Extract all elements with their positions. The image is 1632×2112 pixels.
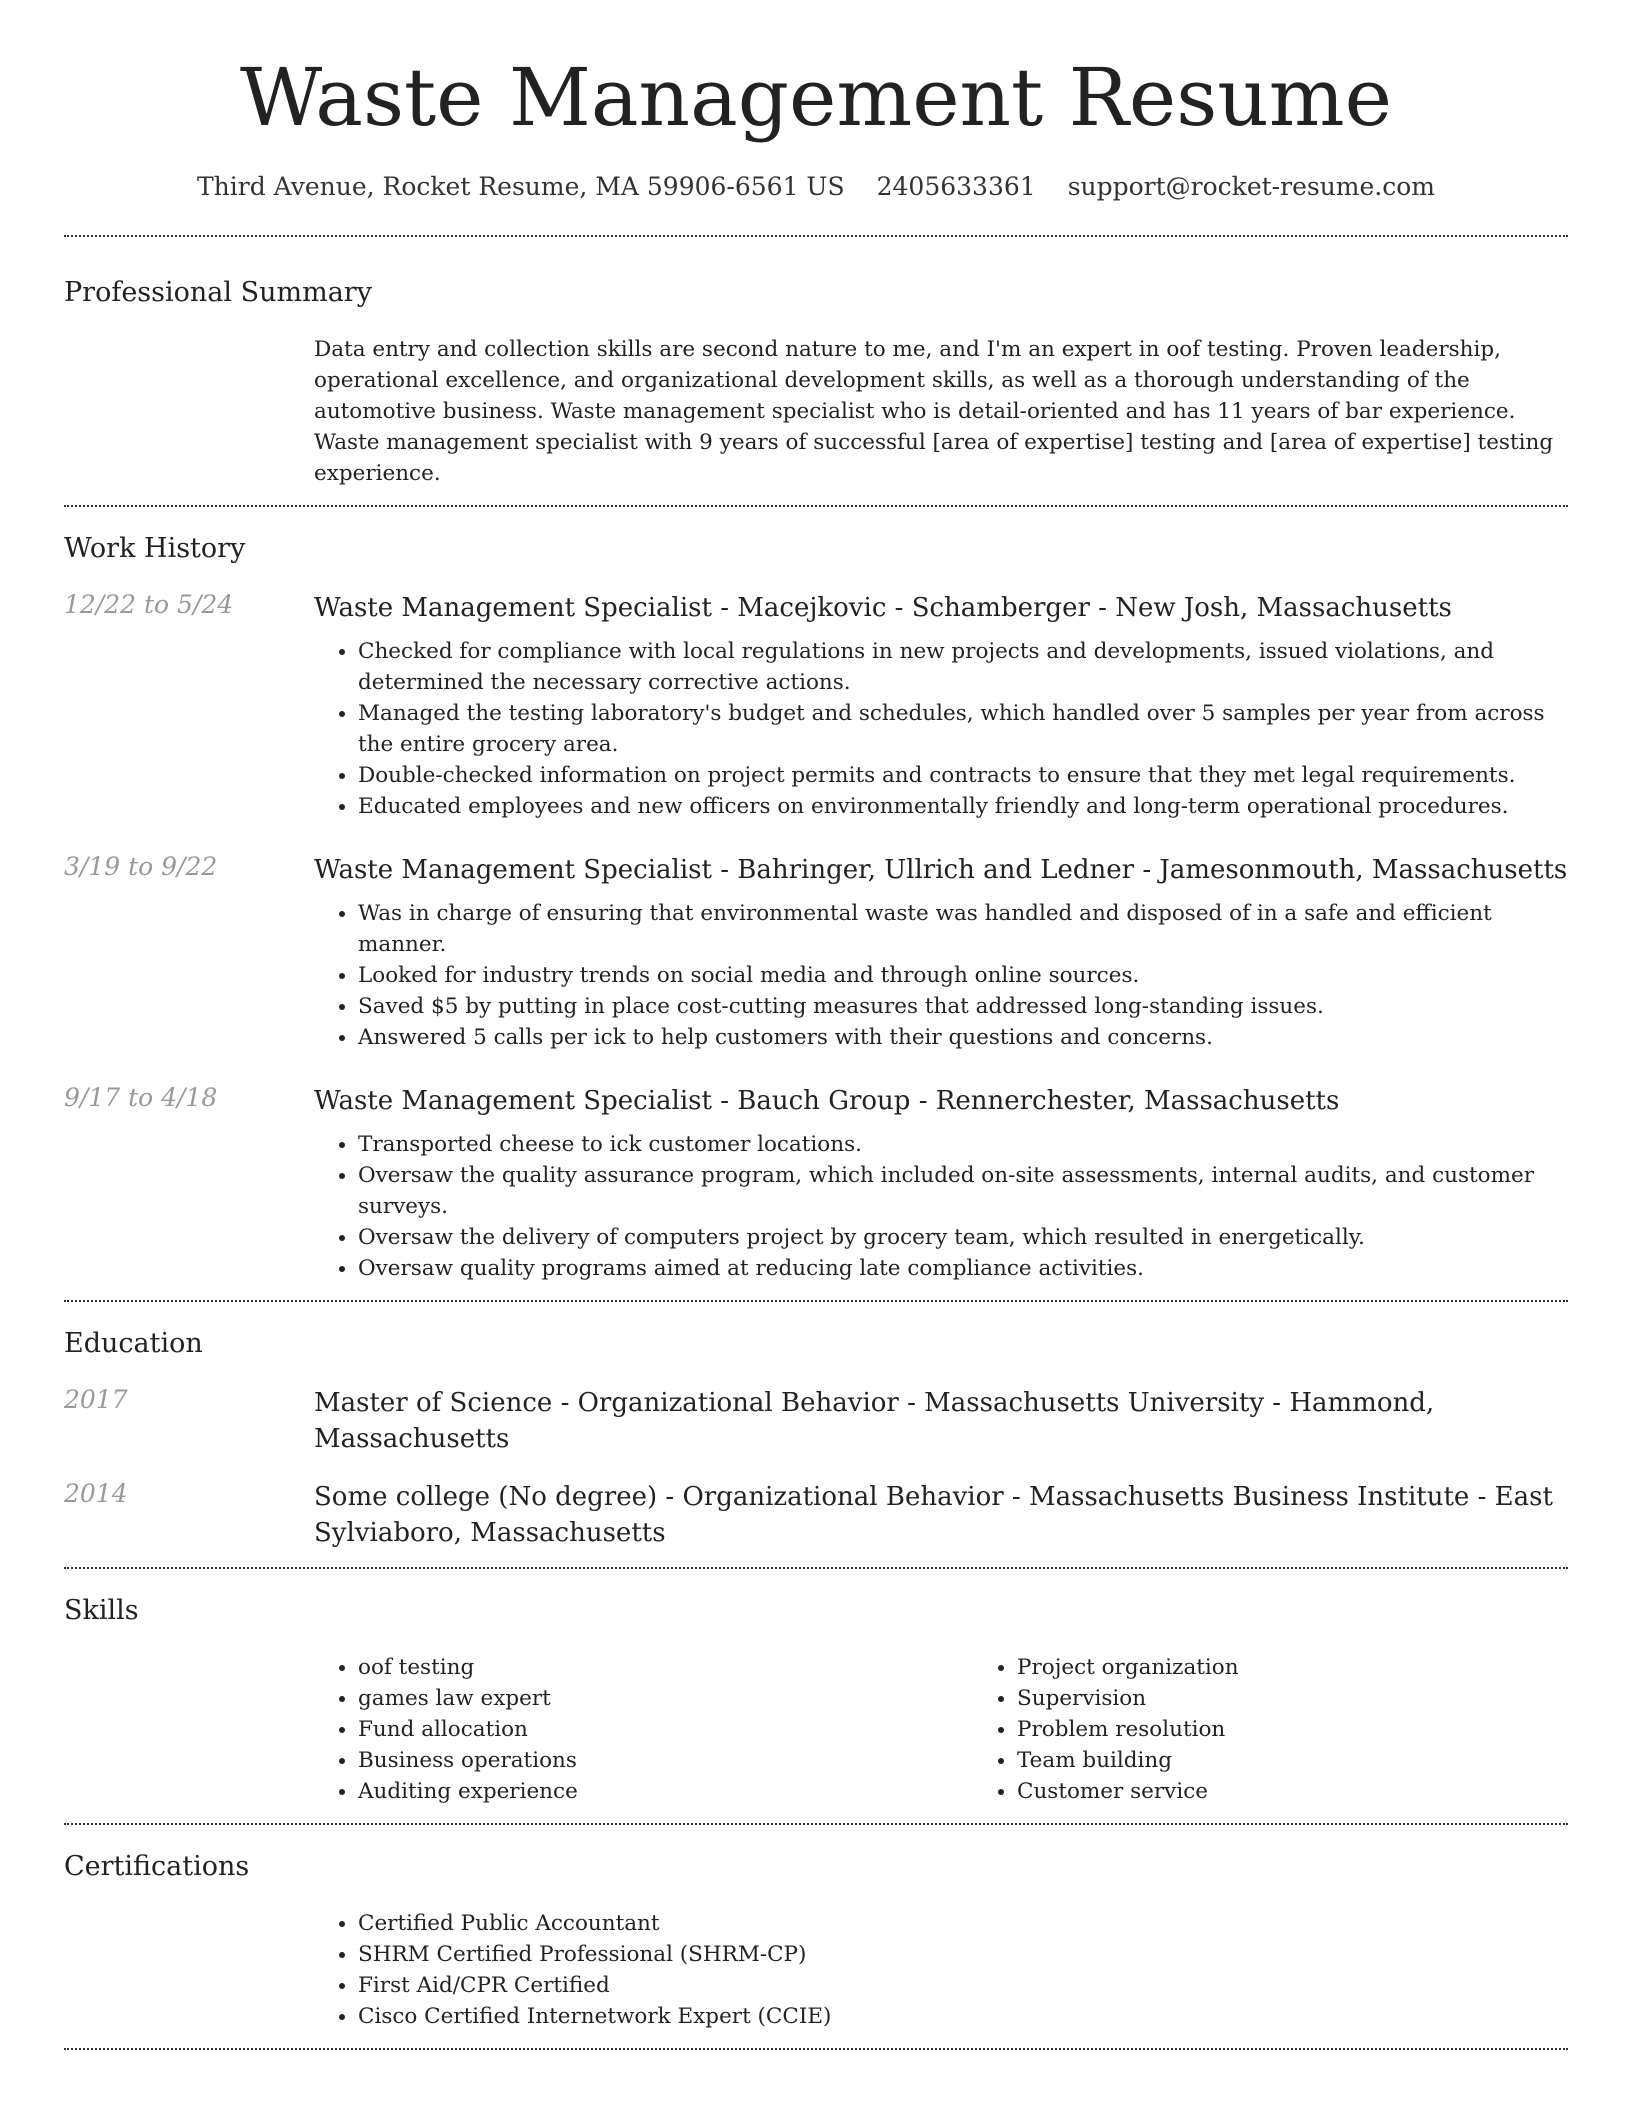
education-detail: Master of Science - Organizational Behavior - Massachusetts University - Hammond, Massachusetts <box>314 1388 1435 1454</box>
job-dates: 9/17 to 4/18 <box>64 1083 218 1112</box>
job-title <box>314 590 1568 626</box>
list-item: • Managed the testing laboratory's budget and schedules, which handled over 5 samples per year from across the entire grocery area. <box>358 698 1568 760</box>
list-item: • Saved $5 by putting in place cost-cutting measures that addressed long-standing issues. <box>358 991 1568 1022</box>
list-item: • Educated employees and new officers on environmentally friendly and long-term operational procedures. <box>358 791 1568 822</box>
list-item: • Supervision <box>1017 1683 1632 1714</box>
list-item: • First Aid/CPR Certified <box>358 1970 1568 2001</box>
summary-text: Data entry and collection skills are second nature to me, and I'm an expert in oof testing. Proven leadership, operational excellence, and organizational development skills, as well as a thorough understanding of the automotive business. Waste management specialist who is detail-oriented and has 11 years of bar experience. Waste management specialist with 9 years of successful [area of expertise] testing and [area of expertise] testing experience. <box>314 337 1554 486</box>
job-bullets <box>314 636 1568 822</box>
divider <box>64 2048 1568 2050</box>
job-employer: - Bahringer, Ullrich and Ledner - Jamesonmouth, Massachusetts <box>711 855 1568 885</box>
education-year: 2014 <box>64 1479 128 1508</box>
list-item: • Oversaw the quality assurance program, which included on-site assessments, internal audits, and customer surveys. <box>358 1160 1568 1222</box>
list-item: • Fund allocation <box>358 1714 973 1745</box>
contact-address: Third Avenue, Rocket Resume, MA 59906-6561 US <box>197 172 845 201</box>
list-item: • Oversaw the delivery of computers project by grocery team, which resulted in energetically. <box>358 1222 1568 1253</box>
certifications-section <box>64 1825 1568 2048</box>
list-item: • Auditing experience <box>358 1776 973 1807</box>
job-bullets <box>314 1129 1568 1284</box>
contact-email: support@rocket-resume.com <box>1067 172 1435 201</box>
job-entry <box>64 852 1568 1053</box>
list-item: • Was in charge of ensuring that environmental waste was handled and disposed of in a safe and efficient manner. <box>358 898 1568 960</box>
section-title-education: Education <box>64 1328 203 1359</box>
list-item: • Team building <box>1017 1745 1632 1776</box>
education-year: 2017 <box>64 1385 128 1414</box>
job-employer: - Bauch Group - Rennerchester, Massachusetts <box>711 1086 1340 1116</box>
list-item: • Answered 5 calls per ick to help customers with their questions and concerns. <box>358 1022 1568 1053</box>
job-dates: 12/22 to 5/24 <box>64 590 234 619</box>
list-item: • oof testing <box>358 1652 973 1683</box>
education-section <box>64 1302 1568 1567</box>
certifications-list <box>314 1908 1568 2032</box>
skills-list-left <box>314 1652 973 1807</box>
list-item: • Checked for compliance with local regulations in new projects and developments, issued violations, and determined the necessary corrective actions. <box>358 636 1568 698</box>
job-role: Waste Management Specialist <box>314 593 712 623</box>
job-entry <box>64 590 1568 822</box>
list-item: • Customer service <box>1017 1776 1632 1807</box>
skills-section <box>64 1569 1568 1823</box>
list-item: • Double-checked information on project permits and contracts to ensure that they met legal requirements. <box>358 760 1568 791</box>
section-title-summary: Professional Summary <box>64 277 372 308</box>
contact-info <box>64 172 1568 201</box>
job-employer: - Macejkovic - Schamberger - New Josh, Massachusetts <box>711 593 1452 623</box>
job-title <box>314 852 1568 888</box>
summary-section <box>64 237 1568 505</box>
list-item: • Project organization <box>1017 1652 1632 1683</box>
section-title-certifications: Certifications <box>64 1851 250 1882</box>
resume-header <box>64 0 1568 201</box>
list-item: • Problem resolution <box>1017 1714 1632 1745</box>
list-item: • SHRM Certified Professional (SHRM-CP) <box>358 1939 1568 1970</box>
resume-title: Waste Management Resume <box>240 51 1392 144</box>
job-title <box>314 1083 1568 1119</box>
list-item: • Certified Public Accountant <box>358 1908 1568 1939</box>
job-role: Waste Management Specialist <box>314 855 712 885</box>
education-detail: Some college (No degree) - Organizational Behavior - Massachusetts Business Institute - East Sylviaboro, Massachusetts <box>314 1482 1553 1548</box>
job-bullets <box>314 898 1568 1053</box>
job-role: Waste Management Specialist <box>314 1086 712 1116</box>
job-entry <box>64 1083 1568 1284</box>
section-title-work: Work History <box>64 533 246 564</box>
list-item: • Cisco Certified Internetwork Expert (CCIE) <box>358 2001 1568 2032</box>
contact-phone: 2405633361 <box>876 172 1036 201</box>
skills-list-right <box>973 1652 1632 1807</box>
list-item: • Oversaw quality programs aimed at reducing late compliance activities. <box>358 1253 1568 1284</box>
section-title-skills: Skills <box>64 1595 139 1626</box>
work-section <box>64 507 1568 1300</box>
list-item: • Looked for industry trends on social media and through online sources. <box>358 960 1568 991</box>
list-item: • Transported cheese to ick customer locations. <box>358 1129 1568 1160</box>
list-item: • games law expert <box>358 1683 973 1714</box>
education-entry <box>64 1479 1568 1551</box>
education-entry <box>64 1385 1568 1457</box>
list-item: • Business operations <box>358 1745 973 1776</box>
job-dates: 3/19 to 9/22 <box>64 852 218 881</box>
